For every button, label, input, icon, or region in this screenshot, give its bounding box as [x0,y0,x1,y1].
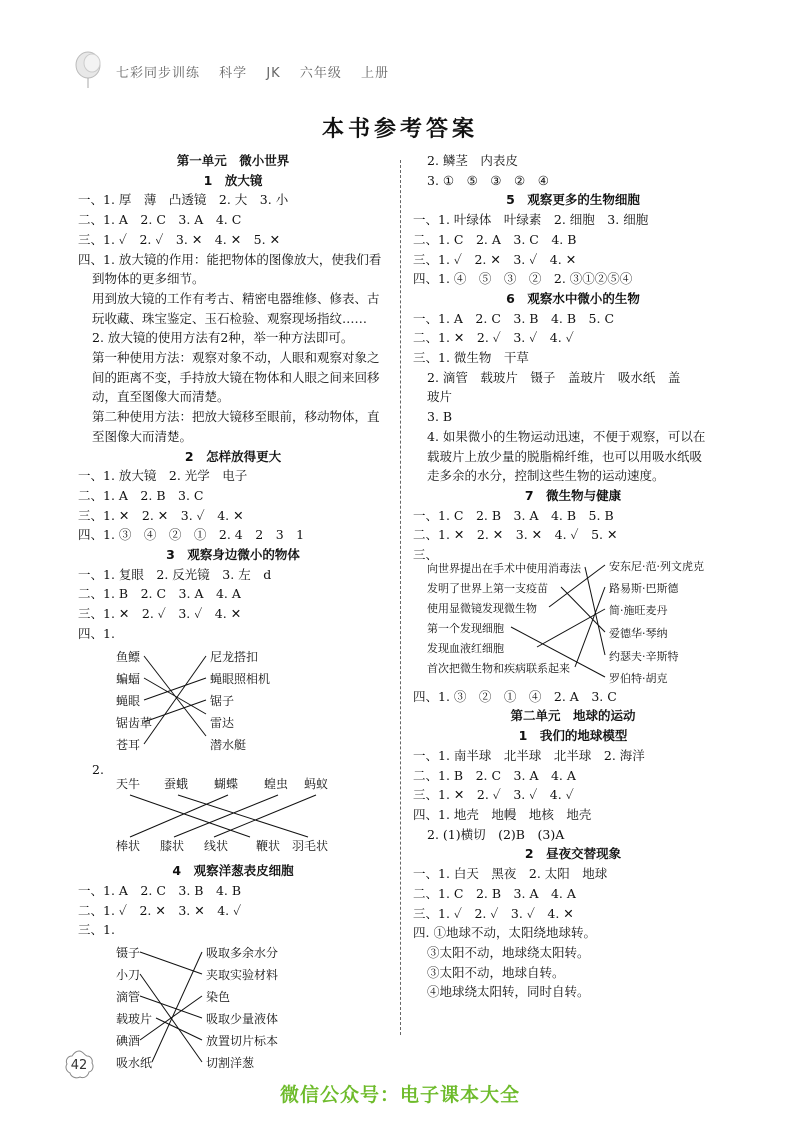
match-left-item: 苍耳 [116,737,141,752]
match-top-item: 蝗虫 [264,777,289,792]
answer-line: 一、1. 白天 黑夜 2. 太阳 地球 [413,866,608,882]
answer-line: 三、1. ✓ 2. ✓ 3. ✕ 4. ✕ 5. ✕ [78,231,281,247]
answer-line: 三、1. ✕ 2. ✓ 3. ✓ 4. ✓ [413,787,574,803]
match-right-item: 锯子 [210,693,235,708]
lesson7-heading: 7 微生物与健康 [524,487,622,503]
right-column [413,151,733,1002]
answer-line: 一、1. 厚 薄 凸透镜 2. 大 3. 小 [78,192,289,208]
match-top-item: 天牛 [116,777,141,792]
answer-line: 一、1. 南半球 北半球 北半球 2. 海洋 [413,747,645,763]
answer-line: 玻片 [427,389,453,405]
answer-line: 一、1. C 2. B 3. A 4. B 5. B [413,507,614,523]
match-right-item: 放置切片标本 [206,1034,279,1049]
match-right-item: 吸取多余水分 [206,946,279,961]
footer-wechat-note: 微信公众号：电子课本大全 [279,1084,520,1106]
answer-line: 四. ①地球不动，太阳绕地球转。 [413,925,596,941]
lesson1-heading: 1 放大镜 [203,172,263,188]
answer-line: 2. 滴管 载玻片 镊子 盖玻片 吸水纸 盖 [427,369,681,385]
answer-line: 4. 如果微小的生物运动迅速，不便于观察，可以在 [427,428,706,444]
answer-line: 一、1. A 2. C 3. B 4. B 5. C [413,310,615,326]
answer-line: ④地球绕太阳转，同时自转。 [427,984,590,1000]
answer-line: 二、1. ✕ 2. ✓ 3. ✓ 4. ✓ [413,330,574,346]
match-left-item: 鱼鳔 [116,649,141,664]
answer-line: 2. 放大镜的使用方法有2种，举一种方法即可。 [92,330,354,346]
match-left-item: 蝇眼 [116,693,141,708]
answer-line: 三、1. ✕ 2. ✕ 3. ✓ 4. ✕ [78,507,244,523]
match-left-item: 锯齿草 [116,715,153,730]
answer-line: 到物体的更多细节。 [92,271,205,287]
answer-line: 3. B [427,409,453,425]
answer-line: 三、 [413,547,439,563]
match-top-item: 蝴蝶 [214,777,239,792]
answer-line: 四、1. ③ ② ① ④ 2. A 3. C [413,688,617,704]
lesson4-heading: 4 观察洋葱表皮细胞 [172,863,294,879]
answer-line: 2. (1)横切 (2)B (3)A [427,826,565,842]
balloon-logo-icon [70,50,110,90]
match-right-item: 染色 [206,990,231,1005]
answer-line: 四、1. [78,625,115,641]
answer-line: 二、1. A 2. B 3. C [78,487,204,503]
answer-line: 四、1. 地壳 地幔 地核 地壳 [413,806,592,822]
match-bottom-item: 鞭状 [256,839,281,854]
match-bottom-item: 线状 [204,839,229,854]
answer-line: 一、1. 叶绿体 叶绿素 2. 细胞 3. 细胞 [413,212,649,228]
answer-line: 玩收藏、珠宝鉴定、玉石检验、观察现场指纹…… [92,310,368,326]
header-series: 七彩同步训练 [116,66,201,81]
answer-line: 二、1. A 2. C 3. A 4. C [78,212,242,228]
answer-line: 第二种使用方法：把放大镜移至眼前，移动物体，直 [92,409,380,425]
match-right-item: 简·施旺麦丹 [609,603,668,617]
header-subject: 科学 [219,66,248,81]
match-left-item: 小刀 [116,968,141,983]
bionics-matching-diagram [78,646,388,758]
header-edition: JK [266,66,281,81]
match-left-item: 蝙蝠 [116,671,141,686]
match-left-item: 发现血液红细胞 [427,641,504,655]
page-title: 本书参考答案 [321,116,478,142]
lesson5-heading: 5 观察更多的生物细胞 [506,192,640,208]
match-left-item: 使用显微镜发现微生物 [427,601,537,615]
page-number-badge [62,1048,96,1082]
answer-line: 三、1. ✓ 2. ✕ 3. ✓ 4. ✕ [413,251,577,267]
answer-line: 二、1. C 2. B 3. A 4. A [413,885,576,901]
match-left-item: 吸水纸 [116,1056,153,1071]
match-right-item: 吸取少量液体 [206,1012,279,1027]
answer-line: 2. 鳞茎 内表皮 [427,153,518,168]
match-left-item: 发明了世界上第一支疫苗 [427,581,548,595]
answer-line: 三、1. ✓ 2. ✓ 3. ✓ 4. ✕ [413,905,574,921]
answer-line: 二、1. ✓ 2. ✕ 3. ✕ 4. ✓ [78,902,242,918]
answer-line: ③太阳不动，地球自转。 [427,964,565,980]
match-right-item: 蝇眼照相机 [210,671,271,686]
left-column [78,151,388,1076]
match-bottom-item: 膝状 [160,839,185,854]
match-right-item: 尼龙搭扣 [210,649,259,664]
lesson6-heading: 6 观察水中微小的生物 [506,290,640,306]
match-right-item: 路易斯·巴斯德 [609,581,679,595]
match-left-item: 第一个发现细胞 [427,621,504,635]
answer-line: 一、1. 复眼 2. 反光镜 3. 左 d [78,566,272,582]
match-right-item: 罗伯特·胡克 [609,671,668,685]
answer-line: 二、1. B 2. C 3. A 4. A [413,767,576,783]
lab-tools-matching-diagram [78,942,388,1074]
match-left-item: 碘酒 [116,1034,141,1049]
match-left-item: 载玻片 [116,1012,153,1027]
match-right-item: 切割洋葱 [206,1056,255,1071]
answer-line: 四、1. ④ ⑤ ③ ② 2. ③①②⑤④ [413,271,633,287]
answer-line: 三、1. [78,922,115,938]
match-top-item: 蚕蛾 [164,777,189,792]
match-left-item: 首次把微生物和疾病联系起来 [427,661,570,675]
unit2-heading: 第二单元 地球的运动 [510,708,636,724]
answer-line: 间的距离不变，手持放大镜在物体和人眼之间来回移 [92,369,380,385]
answer-line: ③太阳不动，地球绕太阳转。 [427,944,590,960]
answer-line: 四、1. 放大镜的作用：能把物体的图像放大，使我们看 [78,251,382,267]
match-right-item: 潜水艇 [210,737,247,752]
match-left-item: 向世界提出在手术中使用消毒法 [427,561,581,575]
match-left-item: 镊子 [116,946,141,961]
answer-line: 三、1. ✕ 2. ✓ 3. ✓ 4. ✕ [78,606,242,622]
header-volume: 上册 [360,66,389,81]
answer-line: 走多余的水分，控制这些生物的运动速度。 [427,468,665,484]
lesson2-heading: 2 怎样放得更大 [184,448,282,464]
answer-line: 用到放大镜的工作有考古、精密电器维修、修表、古 [92,290,380,306]
answer-line: 二、1. ✕ 2. ✕ 3. ✕ 4. ✓ 5. ✕ [413,527,618,543]
antennae-matching-diagram [78,777,388,854]
answer-line: 动，直至图像大而清楚。 [92,389,230,405]
answer-line: 一、1. A 2. C 3. B 4. B [78,882,242,898]
unit1-heading: 第一单元 微小世界 [176,153,290,168]
scientists-matching-diagram [413,559,733,685]
answer-line: 3. ① ⑤ ③ ② ④ [427,172,549,188]
match-bottom-item: 棒状 [116,839,141,854]
match-bottom-item: 羽毛状 [292,839,329,854]
match-right-item: 安东尼·范·列文虎克 [609,559,704,573]
match-right-item: 约瑟夫·辛斯特 [609,649,679,663]
match-right-item: 爱德华·琴纳 [609,626,668,640]
answer-line: 第一种使用方法：观察对象不动，人眼和观察对象之 [92,350,380,366]
lesson3-heading: 3 观察身边微小的物体 [166,547,300,563]
answer-line: 二、1. C 2. A 3. C 4. B [413,231,577,247]
match-top-item: 蚂蚁 [304,777,329,792]
column-divider [400,160,401,1035]
match-left-item: 滴管 [116,990,141,1005]
answer-line: 四、1. ③ ④ ② ① 2. 4 2 3 1 [78,527,305,543]
u2-lesson1-heading: 1 我们的地球模型 [518,728,628,744]
page-number: 42 [70,1058,88,1073]
match-right-item: 夹取实验材料 [206,968,279,983]
answer-line: 载玻片上放少量的脱脂棉纤维，也可以用吸水纸吸 [427,448,703,464]
answer-line: 2. [92,761,104,777]
header-grade: 六年级 [299,66,342,81]
answer-line: 至图像大而清楚。 [92,428,193,444]
match-right-item: 雷达 [210,715,235,730]
u2-lesson2-heading: 2 昼夜交替现象 [524,846,622,862]
answer-line: 三、1. 微生物 干草 [413,350,529,366]
answer-line: 二、1. B 2. C 3. A 4. A [78,586,241,602]
answer-line: 一、1. 放大镜 2. 光学 电子 [78,468,248,484]
